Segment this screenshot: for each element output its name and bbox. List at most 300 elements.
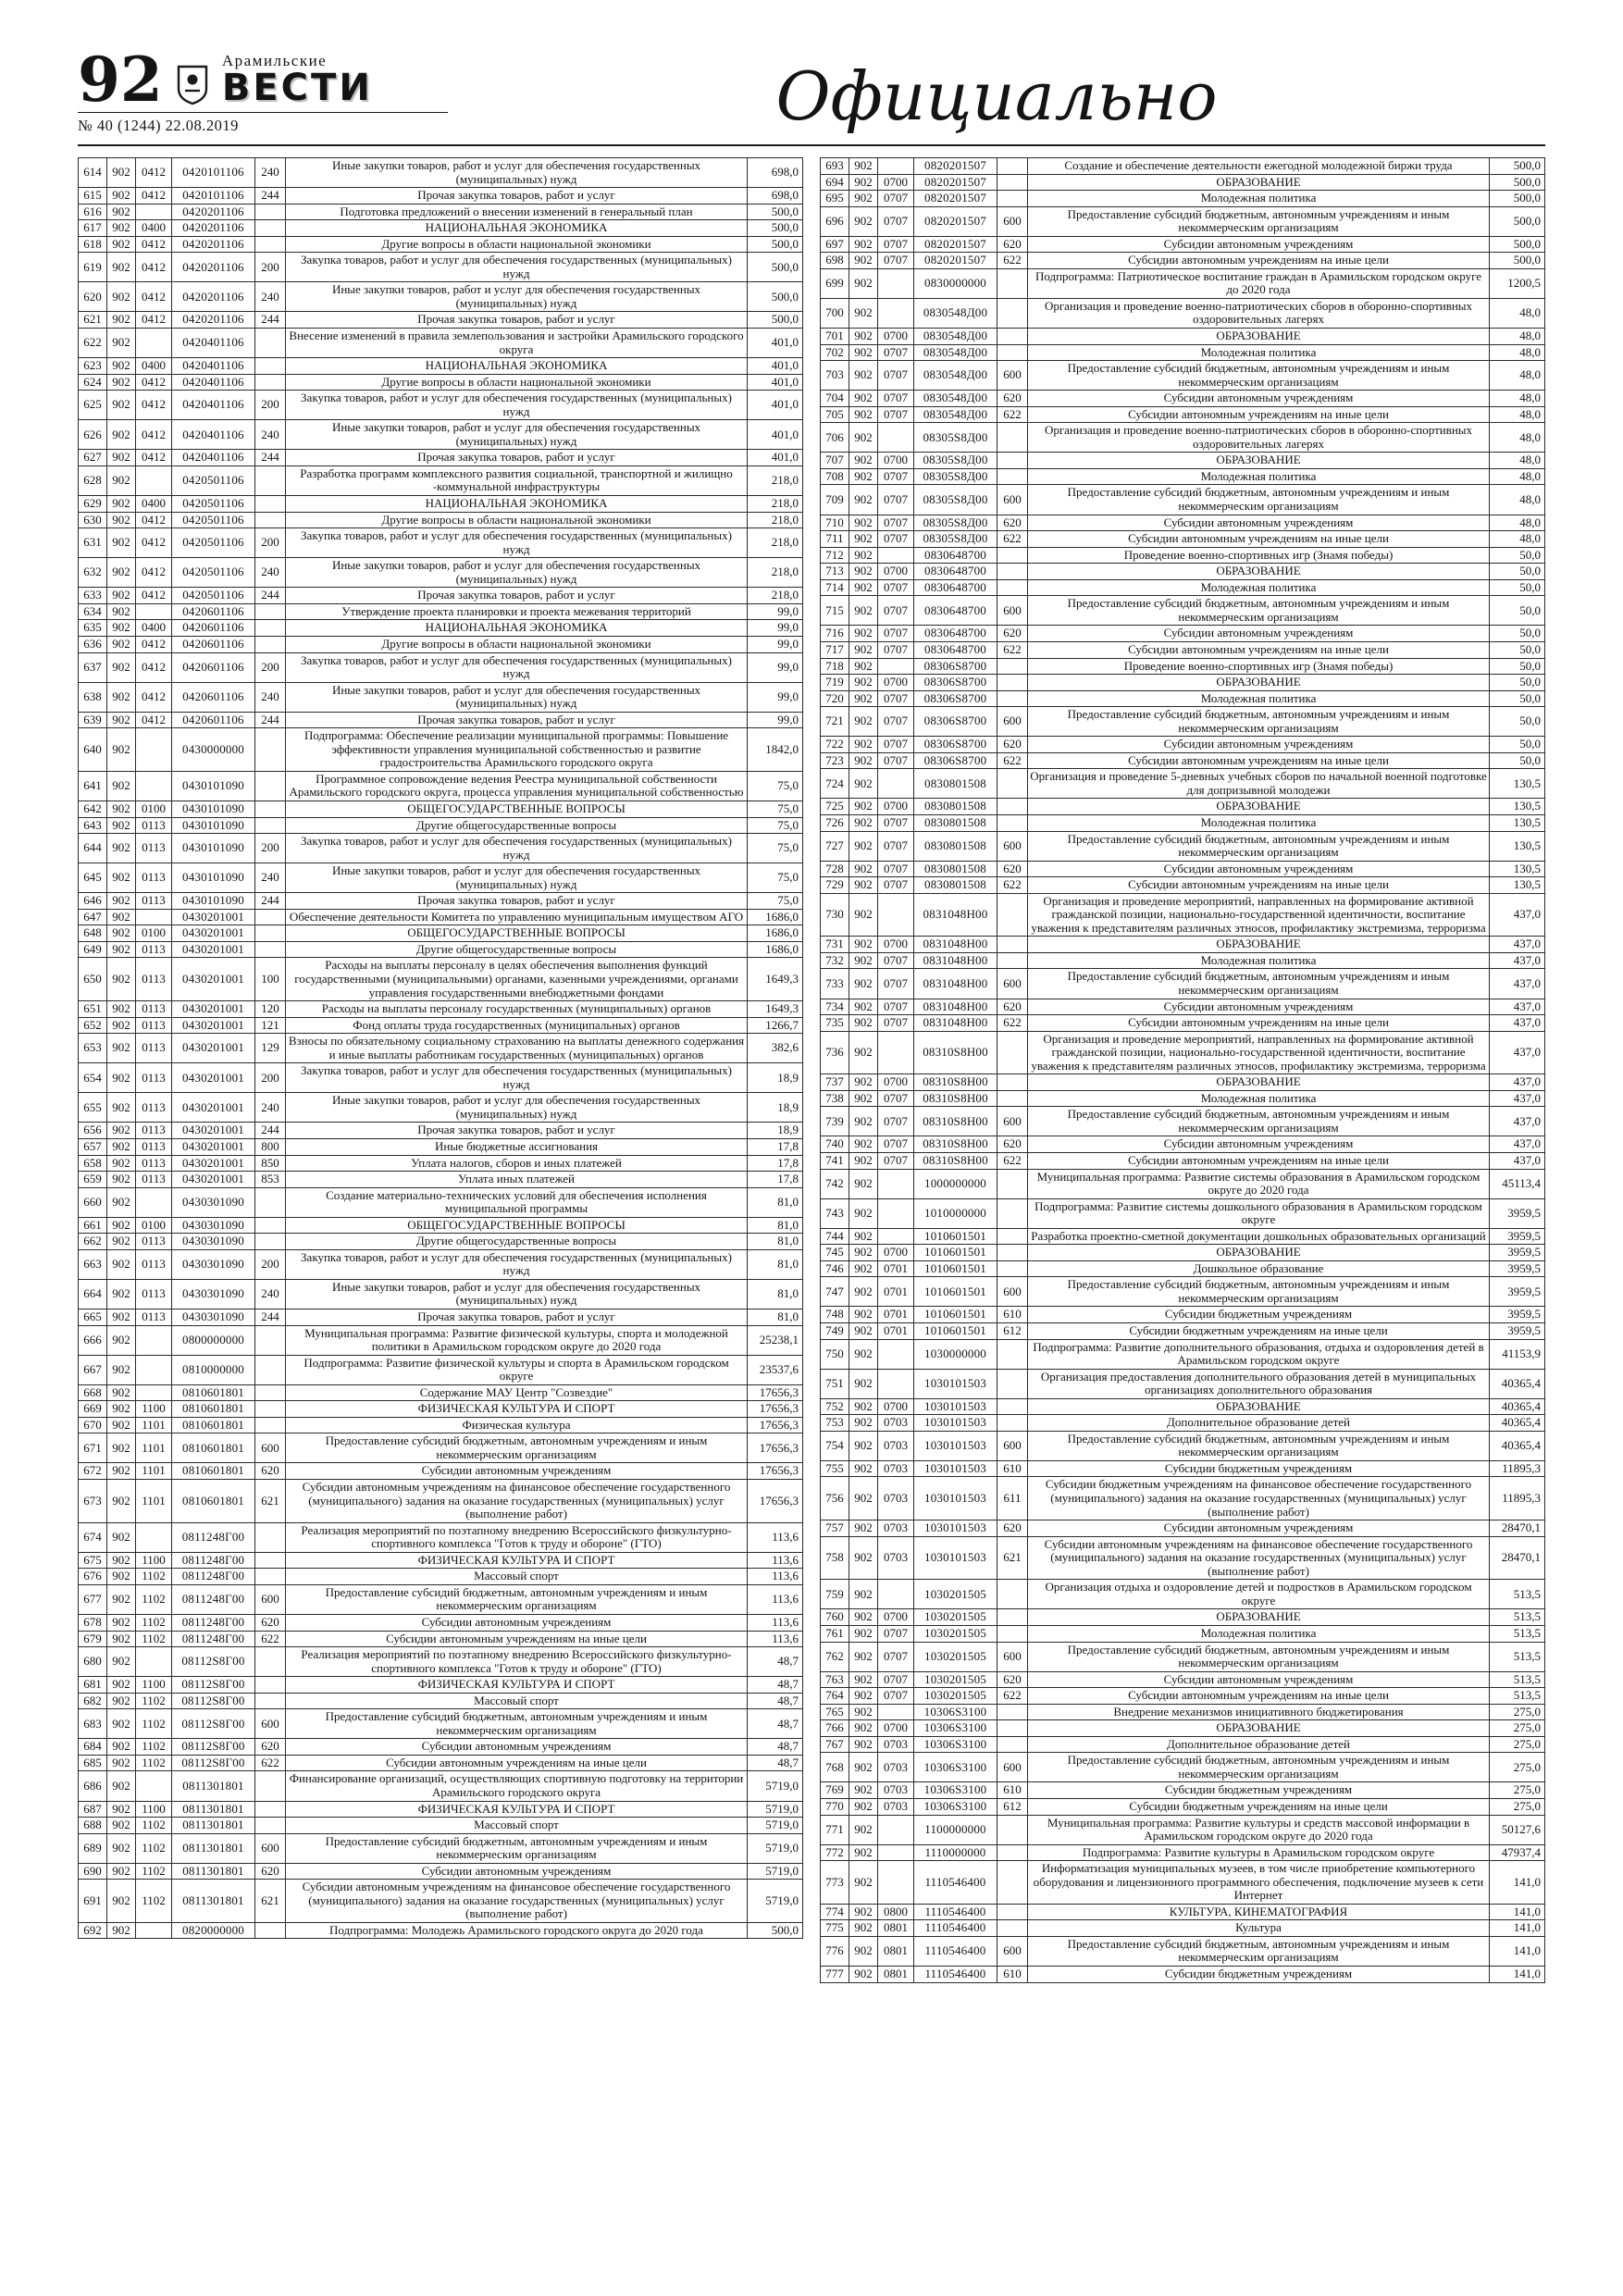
cell-g: 902 [849,579,878,596]
table-row [821,861,1545,877]
cell-name: Молодежная политика [1028,579,1490,596]
cell-amount: 141,0 [1490,1861,1545,1905]
cell-vid: 612 [997,1798,1028,1815]
table-row [79,558,803,588]
table-row [79,236,803,253]
cell-art: 1030201505 [914,1642,997,1671]
cell-rz: 0707 [878,515,914,531]
cell-vid: 240 [255,558,286,588]
table-row [821,1074,1545,1091]
cell-name: Предоставление субсидий бюджетным, автономным учреждениям и иным некоммерческим организациям [1028,1753,1490,1782]
cell-name: ОБРАЗОВАНИЕ [1028,1245,1490,1261]
cell-g: 902 [107,682,136,712]
cell-rz: 0412 [136,712,172,728]
cell-amount: 141,0 [1490,1920,1545,1937]
cell-g: 902 [107,1569,136,1585]
table-row [821,1107,1545,1136]
cell-art: 1030101503 [914,1520,997,1537]
cell-g: 902 [107,728,136,772]
cell-g: 902 [849,1861,878,1905]
cell-rz: 0703 [878,1477,914,1520]
table-row [79,1001,803,1018]
cell-art: 1010601501 [914,1245,997,1261]
cell-name: Молодежная политика [1028,1625,1490,1642]
table-row [79,1325,803,1355]
cell-g: 902 [849,1260,878,1277]
cell-amount: 130,5 [1490,861,1545,877]
cell-rz: 0703 [878,1431,914,1460]
cell-num: 744 [821,1228,849,1245]
cell-name: Закупка товаров, работ и услуг для обеспечения государственных (муниципальных) нужд [286,834,748,863]
cell-rz: 0707 [878,752,914,769]
cell-vid [255,329,286,358]
cell-rz [878,1339,914,1369]
cell-num: 638 [79,682,107,712]
cell-vid: 600 [997,969,1028,999]
cell-num: 683 [79,1709,107,1739]
cell-name: ОБРАЗОВАНИЕ [1028,1074,1490,1091]
cell-name: ОБРАЗОВАНИЕ [1028,329,1490,345]
cell-art: 0420501106 [172,496,255,513]
cell-g: 902 [849,690,878,707]
cell-name: ОБРАЗОВАНИЕ [1028,1398,1490,1415]
cell-art: 08306S8700 [914,707,997,737]
cell-num: 625 [79,391,107,420]
cell-num: 615 [79,188,107,205]
cell-vid: 600 [255,1433,286,1463]
cell-vid: 620 [997,999,1028,1015]
cell-rz: 1101 [136,1417,172,1433]
table-row [821,564,1545,580]
cell-g: 902 [107,1155,136,1172]
cell-art: 08310S8Н00 [914,1136,997,1153]
cell-vid: 622 [997,877,1028,894]
cell-g: 902 [849,1520,878,1537]
cell-vid [997,814,1028,831]
table-row [821,268,1545,298]
cell-num: 648 [79,925,107,942]
cell-g: 902 [107,925,136,942]
table-row [79,528,803,558]
cell-rz: 0707 [878,737,914,753]
cell-g: 902 [107,1677,136,1694]
cell-name: Другие вопросы в области национальной экономики [286,374,748,391]
cell-g: 902 [107,893,136,910]
table-row [821,1323,1545,1340]
cell-rz: 0700 [878,564,914,580]
cell-name: Организация и проведение мероприятий, направленных на формирование активной гражданской позиции, национально-государственной идентичности, воспитание уважения к представителям различных этносов, профилактику экстремизма, терроризма [1028,1031,1490,1074]
table-row [821,641,1545,658]
cell-amount: 17656,3 [748,1417,803,1433]
cell-g: 902 [107,253,136,282]
cell-art: 1010601501 [914,1277,997,1307]
cell-amount: 218,0 [748,465,803,495]
cell-g: 902 [107,1123,136,1139]
cell-g: 902 [849,329,878,345]
cell-art: 0420401106 [172,450,255,466]
cell-g: 902 [107,391,136,420]
cell-g: 902 [849,158,878,175]
cell-amount: 23537,6 [748,1355,803,1384]
cell-amount: 513,5 [1490,1580,1545,1609]
cell-vid [997,1415,1028,1432]
table-row [821,799,1545,815]
cell-num: 764 [821,1688,849,1705]
cell-amount: 437,0 [1490,1074,1545,1091]
cell-g: 902 [849,253,878,269]
table-row [821,1431,1545,1460]
cell-amount: 50,0 [1490,626,1545,642]
table-row [79,1309,803,1326]
cell-num: 724 [821,769,849,799]
cell-amount: 48,7 [748,1709,803,1739]
cell-g: 902 [849,1074,878,1091]
cell-amount: 50,0 [1490,564,1545,580]
cell-rz: 0707 [878,626,914,642]
cell-g: 902 [849,861,878,877]
cell-amount: 500,0 [1490,253,1545,269]
table-row [79,800,803,817]
cell-num: 763 [821,1671,849,1688]
cell-amount: 1649,3 [748,1001,803,1018]
cell-rz: 1100 [136,1552,172,1569]
cell-vid: 244 [255,1309,286,1326]
cell-g: 902 [107,1093,136,1123]
cell-art: 0430201001 [172,1172,255,1188]
cell-g: 902 [107,1001,136,1018]
cell-name: Субсидии автономным учреждениям на финансовое обеспечение государственного (муниципального) задания на оказание государственных (муниципальных) услуг (выполнение работ) [286,1880,748,1923]
cell-g: 902 [849,1228,878,1245]
cell-art: 10306S3100 [914,1782,997,1799]
cell-art: 0810601801 [172,1417,255,1433]
cell-art: 1000000000 [914,1169,997,1198]
cell-art: 08112S8Г00 [172,1739,255,1756]
cell-num: 669 [79,1401,107,1418]
cell-rz: 0707 [878,814,914,831]
cell-name: Создание материально-технических условий для обеспечения исполнения муниципальной программы [286,1187,748,1217]
cell-name: Другие общегосударственные вопросы [286,817,748,834]
cell-vid: 100 [255,958,286,1001]
cell-art: 0811301801 [172,1818,255,1834]
table-row [821,1736,1545,1753]
cell-vid: 240 [255,682,286,712]
cell-vid [255,220,286,237]
cell-amount: 48,7 [748,1677,803,1694]
table-row [821,1169,1545,1198]
cell-amount: 48,0 [1490,361,1545,391]
cell-num: 673 [79,1480,107,1523]
cell-rz [878,1198,914,1228]
cell-art: 0830648700 [914,596,997,626]
cell-amount: 513,5 [1490,1671,1545,1688]
cell-rz: 0707 [878,596,914,626]
cell-g: 902 [107,1801,136,1818]
cell-name: Программное сопровождение ведения Реестра муниципальной собственности Арамильского городского округа, процесса управления муниципальной собственностью [286,771,748,800]
cell-g: 902 [849,564,878,580]
cell-vid: 600 [255,1584,286,1614]
cell-vid [997,1228,1028,1245]
cell-rz [136,1384,172,1401]
cell-num: 649 [79,941,107,958]
cell-amount: 50,0 [1490,596,1545,626]
cell-g: 902 [107,817,136,834]
cell-amount: 130,5 [1490,799,1545,815]
cell-rz: 0707 [878,1688,914,1705]
cell-vid: 600 [997,1936,1028,1966]
cell-vid: 610 [997,1782,1028,1799]
cell-vid: 622 [997,641,1028,658]
cell-name: НАЦИОНАЛЬНАЯ ЭКОНОМИКА [286,496,748,513]
cell-amount: 40365,4 [1490,1398,1545,1415]
table-row [79,1463,803,1480]
cell-art: 1030201505 [914,1609,997,1626]
cell-art: 0811301801 [172,1880,255,1923]
cell-amount: 500,0 [1490,191,1545,207]
cell-art: 10306S3100 [914,1704,997,1720]
cell-amount: 17,8 [748,1172,803,1188]
cell-name: Молодежная политика [1028,952,1490,969]
cell-name: Предоставление субсидий бюджетным, автономным учреждениям и иным некоммерческим организациям [286,1709,748,1739]
cell-rz: 0707 [878,1671,914,1688]
cell-rz: 0707 [878,391,914,407]
cell-amount: 5719,0 [748,1801,803,1818]
cell-amount: 437,0 [1490,1153,1545,1170]
cell-rz: 0100 [136,800,172,817]
cell-amount: 218,0 [748,558,803,588]
cell-vid: 600 [255,1833,286,1863]
cell-name: Субсидии автономным учреждениям на иные цели [1028,752,1490,769]
cell-vid: 600 [997,206,1028,236]
cell-g: 902 [849,626,878,642]
cell-name: Субсидии автономным учреждениям на иные цели [1028,406,1490,423]
brand-name-top: Арамильские [221,52,328,69]
cell-rz [878,1169,914,1198]
cell-rz: 0707 [878,1107,914,1136]
cell-vid [997,1920,1028,1937]
cell-g: 902 [107,620,136,637]
cell-name: Подпрограмма: Молодежь Арамильского городского округа до 2020 года [286,1922,748,1939]
cell-rz: 0113 [136,1063,172,1093]
cell-name: Предоставление субсидий бюджетным, автономным учреждениям и иным некоммерческим организациям [1028,1277,1490,1307]
cell-name: Субсидии автономным учреждениям на иные цели [1028,253,1490,269]
cell-num: 689 [79,1833,107,1863]
cell-g: 902 [107,1355,136,1384]
cell-amount: 48,7 [748,1693,803,1709]
cell-num: 684 [79,1739,107,1756]
cell-name: Организация и проведение 5-дневных учебных сборов по начальной военной подготовке для допризывной молодежи [1028,769,1490,799]
cell-vid [997,893,1028,937]
cell-rz: 0707 [878,877,914,894]
cell-name: Иные закупки товаров, работ и услуг для обеспечения государственных (муниципальных) нужд [286,558,748,588]
cell-art: 0830548Д00 [914,391,997,407]
cell-name: Предоставление субсидий бюджетным, автономным учреждениям и иным некоммерческим организациям [286,1833,748,1863]
cell-g: 902 [107,420,136,450]
cell-vid [255,817,286,834]
table-row [79,1139,803,1156]
cell-amount: 130,5 [1490,831,1545,861]
cell-vid: 622 [255,1755,286,1771]
table-row [821,1398,1545,1415]
cell-vid: 620 [997,1136,1028,1153]
cell-rz: 0412 [136,636,172,652]
cell-amount: 113,6 [748,1614,803,1631]
table-row [79,1631,803,1647]
cell-art: 08310S8Н00 [914,1090,997,1107]
cell-g: 902 [849,814,878,831]
cell-g: 902 [849,1015,878,1032]
cell-g: 902 [107,1647,136,1677]
cell-rz: 0113 [136,1001,172,1018]
cell-amount: 81,0 [748,1217,803,1234]
cell-name: Предоставление субсидий бюджетным, автономным учреждениям и иным некоммерческим организациям [1028,969,1490,999]
cell-amount: 1686,0 [748,941,803,958]
table-row [821,1798,1545,1815]
table-row [821,253,1545,269]
cell-vid: 620 [997,1671,1028,1688]
cell-vid [997,174,1028,191]
cell-art: 0430101090 [172,863,255,893]
cell-amount: 401,0 [748,420,803,450]
cell-art: 1010000000 [914,1198,997,1228]
cell-amount: 3959,5 [1490,1323,1545,1340]
cell-vid [997,1904,1028,1920]
cell-amount: 141,0 [1490,1904,1545,1920]
table-row [821,1815,1545,1844]
cell-num: 614 [79,158,107,188]
cell-rz: 1102 [136,1709,172,1739]
cell-name: КУЛЬТУРА, КИНЕМАТОГРАФИЯ [1028,1904,1490,1920]
cell-g: 902 [107,1631,136,1647]
cell-rz [878,769,914,799]
cell-g: 902 [849,799,878,815]
cell-g: 902 [849,831,878,861]
cell-vid [255,1569,286,1585]
cell-g: 902 [849,1536,878,1580]
table-row [821,1720,1545,1737]
cell-num: 740 [821,1136,849,1153]
cell-vid: 121 [255,1017,286,1034]
cell-art: 08305S8Д00 [914,453,997,469]
cell-art: 10306S3100 [914,1798,997,1815]
cell-art: 0831048Н00 [914,999,997,1015]
table-row [821,206,1545,236]
cell-rz: 0707 [878,468,914,485]
cell-art: 0420101106 [172,188,255,205]
cell-art: 0420601106 [172,712,255,728]
cell-vid [997,1609,1028,1626]
cell-amount: 3959,5 [1490,1198,1545,1228]
cell-amount: 1649,3 [748,958,803,1001]
cell-name: Массовый спорт [286,1818,748,1834]
cell-art: 0830648700 [914,579,997,596]
cell-vid [255,1818,286,1834]
cell-g: 902 [849,1431,878,1460]
table-row [821,1228,1545,1245]
cell-amount: 113,6 [748,1631,803,1647]
cell-g: 902 [849,952,878,969]
table-row [821,1671,1545,1688]
cell-rz: 1102 [136,1614,172,1631]
cell-num: 627 [79,450,107,466]
cell-vid [997,690,1028,707]
cell-num: 750 [821,1339,849,1369]
cell-amount: 130,5 [1490,769,1545,799]
cell-art: 08310S8Н00 [914,1153,997,1170]
cell-name: Дополнительное образование детей [1028,1415,1490,1432]
cell-rz: 1102 [136,1863,172,1880]
cell-num: 643 [79,817,107,834]
cell-name: Предоставление субсидий бюджетным, автономным учреждениям и иным некоммерческим организациям [1028,596,1490,626]
cell-name: Субсидии автономным учреждениям [286,1863,748,1880]
table-row [79,1187,803,1217]
cell-g: 902 [107,1880,136,1923]
cell-num: 760 [821,1609,849,1626]
cell-rz: 0100 [136,925,172,942]
table-row [79,312,803,329]
cell-vid: 600 [997,1107,1028,1136]
table-row [821,1844,1545,1861]
table-row [79,1801,803,1818]
cell-num: 707 [821,453,849,469]
cell-num: 620 [79,282,107,312]
cell-g: 902 [849,1031,878,1074]
cell-rz [878,547,914,564]
cell-num: 742 [821,1169,849,1198]
cell-amount: 437,0 [1490,1031,1545,1074]
cell-g: 902 [849,1815,878,1844]
cell-num: 731 [821,937,849,953]
cell-vid [997,1074,1028,1091]
cell-art: 0830000000 [914,268,997,298]
cell-amount: 401,0 [748,358,803,375]
cell-vid [255,1217,286,1234]
table-row [821,1966,1545,1982]
cell-art: 0430101090 [172,834,255,863]
cell-art: 0830548Д00 [914,361,997,391]
cell-rz: 0100 [136,1217,172,1234]
cell-vid: 129 [255,1034,286,1063]
table-row [79,636,803,652]
cell-amount: 113,6 [748,1584,803,1614]
cell-rz: 1102 [136,1693,172,1709]
cell-rz [136,204,172,220]
cell-num: 662 [79,1234,107,1250]
cell-rz: 0700 [878,1720,914,1737]
cell-art: 1110546400 [914,1861,997,1905]
cell-rz [136,1522,172,1552]
cell-amount: 1686,0 [748,909,803,925]
cell-num: 716 [821,626,849,642]
cell-vid: 244 [255,712,286,728]
cell-vid [997,1580,1028,1609]
cell-name: Внедрение механизмов инициативного бюджетирования [1028,1704,1490,1720]
cell-art: 0820201507 [914,191,997,207]
cell-rz: 0700 [878,1398,914,1415]
cell-g: 902 [849,1398,878,1415]
cell-name: Фонд оплаты труда государственных (муниципальных) органов [286,1017,748,1034]
cell-amount: 3959,5 [1490,1307,1545,1323]
cell-amount: 275,0 [1490,1753,1545,1782]
cell-g: 902 [107,1552,136,1569]
cell-name: Закупка товаров, работ и услуг для обеспечения государственных (муниципальных) нужд [286,253,748,282]
cell-g: 902 [107,374,136,391]
table-row [79,588,803,604]
table-row [79,1123,803,1139]
cell-vid [255,1693,286,1709]
cell-g: 902 [107,496,136,513]
cell-num: 759 [821,1580,849,1609]
cell-amount: 50,0 [1490,690,1545,707]
